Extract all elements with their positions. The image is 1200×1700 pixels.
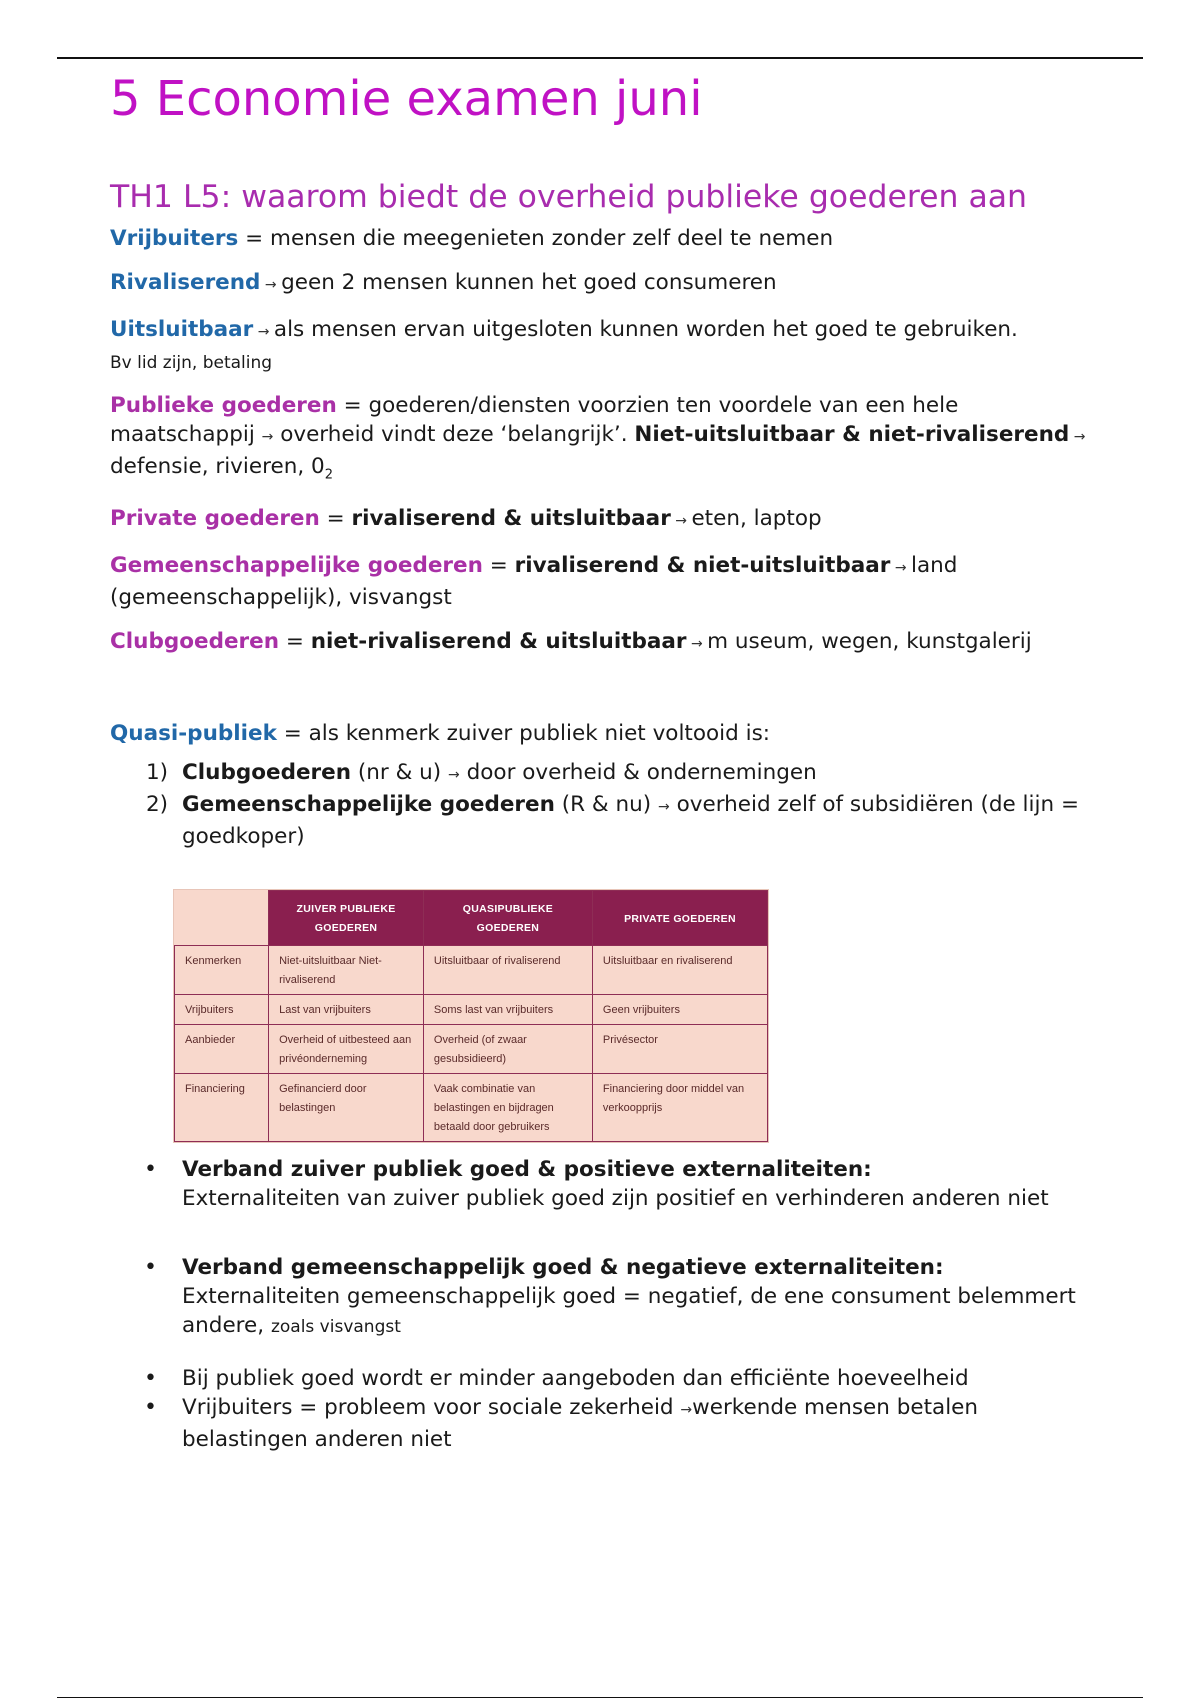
list-item-text: overheid zelf of subsidiëren (de lijn = goedkoper): [182, 792, 1079, 850]
table-cell: Privésector: [592, 1025, 767, 1074]
table-cell: Overheid of uitbesteed aan privéonderneming: [269, 1025, 424, 1074]
equals: =: [319, 506, 352, 532]
table-row: [175, 1025, 768, 1074]
definition-text: overheid vindt deze ‘belangrijk’.: [273, 422, 635, 447]
bullet-text: Externaliteiten van zuiver publiek goed zijn positief en verhinderen anderen niet: [182, 1186, 1049, 1212]
definition-bold: rivaliserend & niet-uitsluitbaar: [514, 553, 891, 579]
table-row-label: Vrijbuiters: [175, 995, 269, 1025]
table-row-label: Kenmerken: [175, 946, 269, 995]
table-header: PRIVATE GOEDEREN: [592, 891, 767, 946]
bullet-text: Bij publiek goed wordt er minder aangeboden dan efficiënte hoeveelheid: [182, 1366, 969, 1392]
table-cell: Financiering door middel van verkoopprijs: [592, 1074, 767, 1142]
table-row: [175, 995, 768, 1025]
arrow-icon: →: [260, 277, 282, 293]
definition-private-goederen: [110, 504, 1090, 536]
arrow-icon: →: [1069, 429, 1086, 445]
section-heading: TH1 L5: waarom biedt de overheid publieke goederen aan: [110, 179, 1028, 215]
definition-text: = als kenmerk zuiver publiek niet voltooid is:: [276, 721, 771, 747]
definition-text: geen 2 mensen kunnen het goed consumeren: [281, 270, 777, 295]
list-item: [110, 1393, 1090, 1454]
definition-text: = mensen die meegenieten zonder zelf deel te nemen: [238, 226, 834, 251]
table-row-label: Financiering: [175, 1074, 269, 1142]
list-item: [110, 790, 1090, 851]
table-row: [175, 946, 768, 995]
table-row: [175, 1074, 768, 1142]
definition-bold: rivaliserend & uitsluitbaar: [351, 506, 671, 532]
page-title: 5 Economie examen juni: [110, 71, 703, 127]
list-item: [110, 1155, 1090, 1213]
bullet-heading: Verband zuiver publiek goed & positieve externaliteiten:: [182, 1157, 872, 1183]
list-item: [110, 1253, 1090, 1340]
list-number: 2): [146, 792, 169, 818]
definition-text: defensie, rivieren, 0: [110, 454, 325, 479]
bottom-rule: [57, 1697, 1143, 1698]
bullet-text: werkende mensen betalen belastingen anderen niet: [182, 1395, 979, 1453]
arrow-icon: →: [686, 636, 708, 653]
arrow-icon: →: [680, 1402, 693, 1419]
arrow-icon: →: [261, 429, 274, 445]
arrow-icon: →: [253, 324, 274, 340]
list-item: [110, 1364, 1090, 1393]
bullet-text: Vrijbuiters = probleem voor sociale zekerheid: [182, 1395, 681, 1421]
bullet-heading: Verband gemeenschappelijk goed & negatieve externaliteiten:: [182, 1255, 944, 1281]
definition-uitsluitbaar: [110, 315, 1090, 376]
term-publieke-goederen: Publieke goederen: [110, 393, 337, 418]
arrow-icon: →: [890, 560, 912, 577]
subscript: 2: [324, 467, 333, 483]
definition-bold: niet-rivaliserend & uitsluitbaar: [310, 629, 687, 655]
arrow-icon: →: [658, 799, 670, 816]
term-quasi-publiek: Quasi-publiek: [110, 721, 277, 747]
list-item-bold: Gemeenschappelijke goederen: [182, 792, 555, 818]
term-rivaliserend: Rivaliserend: [110, 270, 261, 295]
term-gemeenschappelijke-goederen: Gemeenschappelijke goederen: [110, 553, 483, 579]
bullet-text: Externaliteiten gemeenschappelijk goed = negatief, de ene consument belemmert andere,: [182, 1284, 1076, 1339]
term-uitsluitbaar: Uitsluitbaar: [110, 317, 254, 342]
list-item-text: door overheid & ondernemingen: [459, 760, 817, 786]
table-header: ZUIVER PUBLIEKE GOEDEREN: [269, 891, 424, 946]
equals: =: [279, 629, 311, 655]
table-cell: Vaak combinatie van belastingen en bijdragen betaald door gebruikers: [423, 1074, 592, 1142]
definition-text: als mensen ervan uitgesloten kunnen worden het goed te gebruiken.: [273, 317, 1018, 342]
definition-publieke-goederen: [110, 391, 1090, 489]
document-body: [110, 66, 1090, 1454]
equals: =: [482, 553, 515, 579]
quasi-list: [110, 758, 1090, 851]
top-rule: [57, 57, 1143, 59]
table-corner: [175, 891, 269, 946]
definition-quasi-publiek: [110, 719, 1090, 748]
definition-text: m useum, wegen, kunstgalerij: [707, 629, 1032, 655]
definition-gemeenschappelijke-goederen: [110, 551, 1090, 612]
definition-text: land (gemeenschappelijk), visvangst: [110, 553, 958, 611]
list-number: 1): [146, 760, 169, 786]
arrow-icon: →: [448, 767, 460, 784]
bullet-note: zoals visvangst: [270, 1317, 401, 1338]
table-cell: Uitsluitbaar en rivaliserend: [592, 946, 767, 995]
table-row-label: Aanbieder: [175, 1025, 269, 1074]
list-item-text: (nr & u): [351, 760, 449, 786]
table-header: QUASIPUBLIEKE GOEDEREN: [423, 891, 592, 946]
goods-comparison-table-figure: [173, 889, 769, 1143]
term-clubgoederen: Clubgoederen: [110, 629, 280, 655]
table-cell: Niet-uitsluitbaar Niet-rivaliserend: [269, 946, 424, 995]
table-cell: Overheid (of zwaar gesubsidieerd): [423, 1025, 592, 1074]
list-item-text: (R & nu): [554, 792, 659, 818]
definition-text: = goederen/diensten voorzien ten voordele van een hele maatschappij: [110, 393, 959, 447]
arrow-icon: →: [670, 513, 692, 530]
term-vrijbuiters: Vrijbuiters: [110, 226, 239, 251]
table-header-row: [175, 891, 768, 946]
definition-clubgoederen: [110, 627, 1090, 659]
definition-bold: Niet-uitsluitbaar & niet-rivaliserend: [634, 422, 1070, 447]
term-private-goederen: Private goederen: [110, 506, 320, 532]
list-item-bold: Clubgoederen: [182, 760, 352, 786]
definition-rivaliserend: [110, 268, 1090, 300]
table-cell: Uitsluitbaar of rivaliserend: [423, 946, 592, 995]
table-cell: Geen vrijbuiters: [592, 995, 767, 1025]
goods-comparison-table: [174, 890, 768, 1142]
bullet-list: [110, 1155, 1090, 1454]
table-cell: Last van vrijbuiters: [269, 995, 424, 1025]
list-item: [110, 758, 1090, 790]
definition-note: Bv lid zijn, betaling: [110, 353, 273, 373]
table-cell: Soms last van vrijbuiters: [423, 995, 592, 1025]
definition-vrijbuiters: [110, 224, 1090, 253]
definition-text: eten, laptop: [691, 506, 822, 532]
table-cell: Gefinancierd door belastingen: [269, 1074, 424, 1142]
